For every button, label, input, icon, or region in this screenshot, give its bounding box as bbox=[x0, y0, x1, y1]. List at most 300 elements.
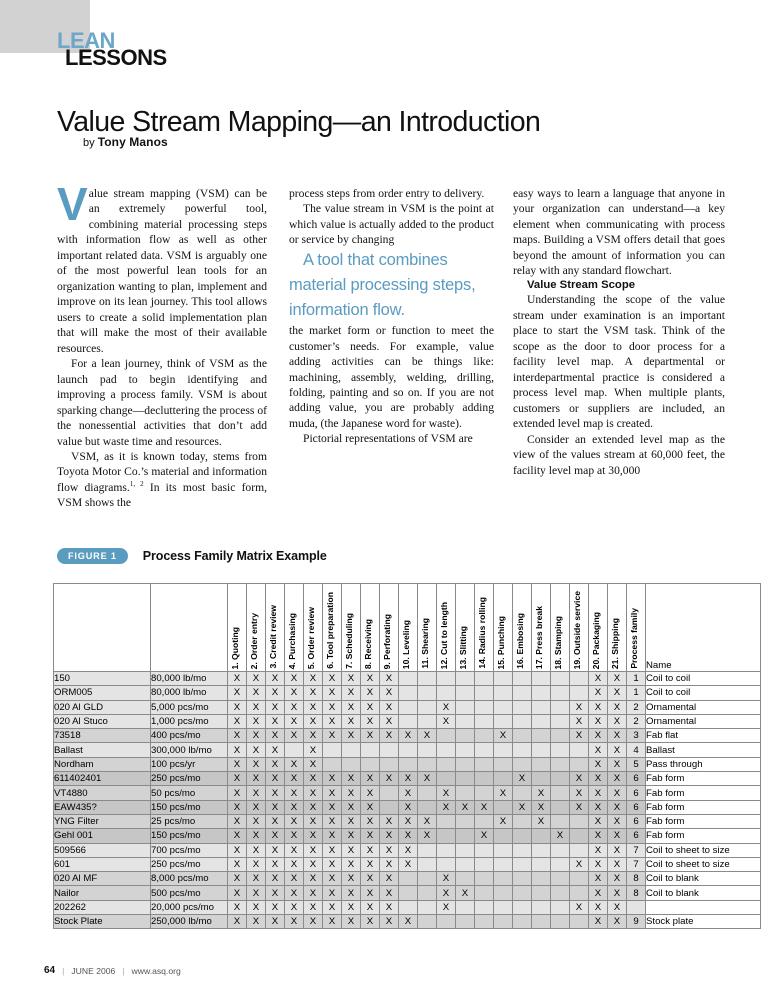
process-mark-cell: X bbox=[342, 686, 361, 700]
process-mark-cell: X bbox=[570, 900, 589, 914]
part-column-header bbox=[54, 584, 151, 672]
process-mark-cell: X bbox=[399, 829, 418, 843]
process-mark-cell: X bbox=[323, 786, 342, 800]
volume-cell: 250 pcs/mo bbox=[151, 857, 228, 871]
process-family-name-cell: Coil to coil bbox=[646, 672, 761, 686]
process-mark-cell bbox=[380, 800, 399, 814]
process-mark-cell: X bbox=[304, 757, 323, 771]
process-mark-cell bbox=[342, 743, 361, 757]
process-mark-cell bbox=[456, 714, 475, 728]
process-mark-cell bbox=[456, 915, 475, 929]
process-mark-cell bbox=[532, 900, 551, 914]
process-column-label: 7. Scheduling bbox=[344, 613, 355, 669]
process-mark-cell: X bbox=[247, 672, 266, 686]
process-mark-cell: X bbox=[304, 714, 323, 728]
process-column-label: 16. Embosing bbox=[515, 613, 526, 669]
process-column-label: 14. Radius rolling bbox=[477, 597, 488, 669]
process-mark-cell: X bbox=[285, 800, 304, 814]
process-mark-cell: X bbox=[285, 786, 304, 800]
process-mark-cell bbox=[551, 900, 570, 914]
byline-author: Tony Manos bbox=[97, 135, 168, 149]
process-mark-cell: X bbox=[285, 915, 304, 929]
paragraph: process steps from order entry to delivery. bbox=[289, 187, 485, 200]
process-mark-cell: X bbox=[570, 772, 589, 786]
process-family-name-cell: Ballast bbox=[646, 743, 761, 757]
process-mark-cell: X bbox=[228, 714, 247, 728]
process-mark-cell: X bbox=[266, 700, 285, 714]
process-mark-cell: X bbox=[380, 729, 399, 743]
process-mark-cell: X bbox=[399, 800, 418, 814]
process-mark-cell bbox=[551, 800, 570, 814]
process-mark-cell: X bbox=[247, 714, 266, 728]
process-mark-cell: X bbox=[589, 700, 608, 714]
process-family-name-cell: Coil to sheet to size bbox=[646, 857, 761, 871]
process-mark-cell bbox=[532, 743, 551, 757]
drop-cap: V bbox=[57, 178, 88, 230]
process-mark-cell: X bbox=[608, 900, 627, 914]
process-mark-cell: X bbox=[570, 800, 589, 814]
process-mark-cell bbox=[551, 686, 570, 700]
process-mark-cell bbox=[513, 814, 532, 828]
process-mark-cell: X bbox=[589, 672, 608, 686]
process-family-cell: 2 bbox=[627, 700, 646, 714]
process-mark-cell: X bbox=[570, 857, 589, 871]
process-mark-cell: X bbox=[323, 700, 342, 714]
process-mark-cell: X bbox=[608, 672, 627, 686]
process-mark-cell: X bbox=[247, 900, 266, 914]
process-column-label: 2. Order entry bbox=[249, 612, 260, 669]
process-mark-cell bbox=[551, 814, 570, 828]
process-mark-cell: X bbox=[304, 829, 323, 843]
process-column-label: 6. Tool preparation bbox=[325, 592, 336, 669]
process-mark-cell: X bbox=[380, 900, 399, 914]
process-mark-cell bbox=[418, 857, 437, 871]
process-mark-cell bbox=[494, 915, 513, 929]
process-mark-cell: X bbox=[285, 843, 304, 857]
process-mark-cell bbox=[532, 714, 551, 728]
process-mark-cell: X bbox=[494, 814, 513, 828]
table-row bbox=[54, 843, 761, 857]
process-mark-cell bbox=[494, 886, 513, 900]
process-mark-cell: X bbox=[589, 872, 608, 886]
process-mark-cell: X bbox=[304, 686, 323, 700]
process-mark-cell: X bbox=[323, 915, 342, 929]
process-mark-cell bbox=[399, 900, 418, 914]
process-mark-cell: X bbox=[532, 786, 551, 800]
process-mark-cell: X bbox=[570, 700, 589, 714]
process-mark-cell: X bbox=[589, 843, 608, 857]
process-mark-cell: X bbox=[247, 829, 266, 843]
process-mark-cell: X bbox=[551, 829, 570, 843]
process-mark-cell: X bbox=[608, 857, 627, 871]
process-mark-cell: X bbox=[266, 729, 285, 743]
process-family-cell: 1 bbox=[627, 672, 646, 686]
process-mark-cell bbox=[532, 915, 551, 929]
process-mark-cell: X bbox=[608, 814, 627, 828]
process-column-header bbox=[361, 584, 380, 672]
volume-cell: 150 pcs/mo bbox=[151, 829, 228, 843]
matrix-head bbox=[54, 584, 761, 672]
process-mark-cell: X bbox=[228, 743, 247, 757]
process-column-header bbox=[304, 584, 323, 672]
process-column-header bbox=[247, 584, 266, 672]
process-mark-cell bbox=[456, 786, 475, 800]
process-family-cell: 8 bbox=[627, 886, 646, 900]
process-mark-cell: X bbox=[247, 700, 266, 714]
process-family-name-cell: Fab form bbox=[646, 829, 761, 843]
process-mark-cell bbox=[494, 743, 513, 757]
process-mark-cell: X bbox=[380, 872, 399, 886]
process-mark-cell bbox=[570, 829, 589, 843]
process-mark-cell: X bbox=[323, 872, 342, 886]
volume-cell: 5,000 pcs/mo bbox=[151, 700, 228, 714]
table-row bbox=[54, 915, 761, 929]
process-mark-cell: X bbox=[247, 857, 266, 871]
process-mark-cell: X bbox=[437, 714, 456, 728]
process-mark-cell: X bbox=[228, 686, 247, 700]
process-mark-cell bbox=[513, 829, 532, 843]
process-mark-cell bbox=[475, 672, 494, 686]
process-mark-cell bbox=[532, 829, 551, 843]
name-column-header: Name bbox=[646, 584, 761, 672]
process-mark-cell bbox=[418, 872, 437, 886]
process-mark-cell bbox=[513, 786, 532, 800]
process-mark-cell: X bbox=[228, 814, 247, 828]
process-mark-cell bbox=[323, 743, 342, 757]
process-mark-cell bbox=[551, 714, 570, 728]
process-mark-cell: X bbox=[418, 814, 437, 828]
process-family-cell: 6 bbox=[627, 786, 646, 800]
process-mark-cell: X bbox=[323, 729, 342, 743]
process-mark-cell: X bbox=[608, 714, 627, 728]
process-mark-cell bbox=[456, 772, 475, 786]
process-mark-cell bbox=[494, 772, 513, 786]
process-mark-cell: X bbox=[285, 686, 304, 700]
process-mark-cell: X bbox=[247, 786, 266, 800]
process-mark-cell: X bbox=[456, 886, 475, 900]
process-column-header bbox=[608, 584, 627, 672]
process-mark-cell bbox=[570, 814, 589, 828]
process-mark-cell: X bbox=[589, 829, 608, 843]
volume-cell: 500 pcs/mo bbox=[151, 886, 228, 900]
process-mark-cell: X bbox=[380, 686, 399, 700]
process-mark-cell bbox=[513, 857, 532, 871]
pull-quote: A tool that combines material processing steps, information flow. bbox=[289, 250, 476, 320]
process-mark-cell: X bbox=[513, 800, 532, 814]
process-column-header bbox=[399, 584, 418, 672]
process-mark-cell bbox=[456, 729, 475, 743]
process-mark-cell bbox=[570, 843, 589, 857]
process-mark-cell bbox=[399, 743, 418, 757]
process-mark-cell: X bbox=[304, 786, 323, 800]
process-mark-cell: X bbox=[304, 700, 323, 714]
process-mark-cell bbox=[532, 757, 551, 771]
part-number-cell: Nailor bbox=[54, 886, 151, 900]
process-mark-cell: X bbox=[304, 800, 323, 814]
table-row bbox=[54, 857, 761, 871]
process-mark-cell: X bbox=[361, 686, 380, 700]
process-mark-cell: X bbox=[342, 800, 361, 814]
process-mark-cell: X bbox=[532, 814, 551, 828]
process-column-header bbox=[418, 584, 437, 672]
process-mark-cell: X bbox=[380, 700, 399, 714]
process-mark-cell bbox=[513, 700, 532, 714]
process-mark-cell bbox=[399, 886, 418, 900]
process-mark-cell bbox=[361, 757, 380, 771]
process-column-label: 3. Credit review bbox=[268, 605, 279, 669]
process-mark-cell bbox=[456, 872, 475, 886]
masthead bbox=[57, 30, 167, 69]
process-mark-cell bbox=[513, 686, 532, 700]
process-mark-cell: X bbox=[266, 714, 285, 728]
process-column-header bbox=[456, 584, 475, 672]
process-family-name-cell: Coil to blank bbox=[646, 886, 761, 900]
process-mark-cell: X bbox=[285, 900, 304, 914]
footer-divider: | bbox=[62, 965, 65, 976]
process-family-name-cell: Coil to sheet to size bbox=[646, 843, 761, 857]
process-mark-cell: X bbox=[247, 814, 266, 828]
part-number-cell: Nordham bbox=[54, 757, 151, 771]
process-mark-cell bbox=[551, 843, 570, 857]
process-mark-cell: X bbox=[361, 714, 380, 728]
process-family-name-cell: Fab form bbox=[646, 786, 761, 800]
process-mark-cell bbox=[456, 900, 475, 914]
process-mark-cell: X bbox=[323, 843, 342, 857]
process-mark-cell: X bbox=[342, 700, 361, 714]
process-column-header bbox=[228, 584, 247, 672]
process-mark-cell bbox=[513, 714, 532, 728]
process-mark-cell: X bbox=[266, 843, 285, 857]
process-mark-cell: X bbox=[285, 829, 304, 843]
process-mark-cell: X bbox=[323, 900, 342, 914]
process-mark-cell bbox=[399, 700, 418, 714]
page-title: Value Stream Mapping—an Introduction bbox=[57, 106, 541, 139]
process-mark-cell: X bbox=[342, 772, 361, 786]
masthead-lean: LEAN bbox=[57, 28, 115, 53]
process-mark-cell: X bbox=[342, 886, 361, 900]
process-mark-cell bbox=[475, 743, 494, 757]
process-mark-cell: X bbox=[437, 700, 456, 714]
article-column-3 bbox=[513, 186, 725, 478]
process-mark-cell bbox=[285, 743, 304, 757]
process-mark-cell bbox=[342, 757, 361, 771]
process-mark-cell: X bbox=[589, 729, 608, 743]
process-mark-cell: X bbox=[342, 857, 361, 871]
process-column-header bbox=[285, 584, 304, 672]
byline-prefix: by bbox=[83, 137, 98, 149]
part-number-cell: Ballast bbox=[54, 743, 151, 757]
process-mark-cell bbox=[494, 714, 513, 728]
process-mark-cell: X bbox=[342, 814, 361, 828]
process-mark-cell bbox=[532, 686, 551, 700]
process-column-header bbox=[532, 584, 551, 672]
process-column-header bbox=[570, 584, 589, 672]
process-mark-cell: X bbox=[570, 729, 589, 743]
process-mark-cell: X bbox=[342, 729, 361, 743]
process-mark-cell bbox=[399, 672, 418, 686]
process-mark-cell: X bbox=[304, 729, 323, 743]
process-mark-cell bbox=[475, 843, 494, 857]
process-mark-cell: X bbox=[532, 800, 551, 814]
masthead-lessons: LESSONS bbox=[65, 45, 167, 70]
process-mark-cell bbox=[532, 729, 551, 743]
process-mark-cell bbox=[437, 757, 456, 771]
process-family-name-cell: Fab form bbox=[646, 800, 761, 814]
process-mark-cell: X bbox=[228, 915, 247, 929]
process-mark-cell: X bbox=[361, 915, 380, 929]
paragraph: For a lean journey, think of VSM as the launch pad to begin identifying and improving a process family. VSM is about sparking change—decluttering the process of the nonessential activities that don’t add value but waste time and resources. bbox=[57, 357, 267, 448]
paragraph: Consider an extended level map as the view of the values stream at 60,000 feet, the facility level map at 30,000 bbox=[513, 432, 725, 477]
process-mark-cell bbox=[551, 772, 570, 786]
process-family-cell: 7 bbox=[627, 857, 646, 871]
process-mark-cell: X bbox=[608, 872, 627, 886]
paragraph: easy ways to learn a language that anyone in your organization can understand—a key element when communicating with process maps. Building a VSM offers detail that goes beyond the amount of information you can relay with any standard flowchart. bbox=[513, 187, 725, 278]
process-mark-cell: X bbox=[608, 743, 627, 757]
process-mark-cell bbox=[494, 672, 513, 686]
process-mark-cell bbox=[475, 700, 494, 714]
process-family-cell: 6 bbox=[627, 800, 646, 814]
volume-cell: 1,000 pcs/mo bbox=[151, 714, 228, 728]
process-mark-cell bbox=[456, 829, 475, 843]
matrix-header-row bbox=[54, 584, 761, 672]
process-mark-cell bbox=[513, 886, 532, 900]
process-mark-cell: X bbox=[361, 857, 380, 871]
process-mark-cell bbox=[551, 886, 570, 900]
process-mark-cell bbox=[437, 672, 456, 686]
process-mark-cell: X bbox=[304, 857, 323, 871]
process-mark-cell bbox=[532, 700, 551, 714]
process-family-name-cell: Coil to coil bbox=[646, 686, 761, 700]
process-column-label: 1. Quoting bbox=[230, 626, 241, 669]
process-family-cell: 3 bbox=[627, 729, 646, 743]
process-mark-cell: X bbox=[589, 857, 608, 871]
process-mark-cell: X bbox=[228, 772, 247, 786]
paragraph: Understanding the scope of the value stream under examination is an important place to start the VSM task. Think of the scope as the door to door process for a facility level map. A departmental or interdepartmental practice is considered a process level map. When multiple plants, customers or suppliers are included, an extended level map is created. bbox=[513, 293, 725, 431]
process-mark-cell bbox=[551, 672, 570, 686]
process-mark-cell: X bbox=[361, 814, 380, 828]
table-row bbox=[54, 786, 761, 800]
process-mark-cell: X bbox=[304, 886, 323, 900]
process-mark-cell bbox=[532, 672, 551, 686]
process-mark-cell: X bbox=[456, 800, 475, 814]
process-mark-cell: X bbox=[304, 915, 323, 929]
process-family-cell: 1 bbox=[627, 686, 646, 700]
process-mark-cell: X bbox=[247, 886, 266, 900]
part-number-cell: Stock Plate bbox=[54, 915, 151, 929]
process-mark-cell bbox=[475, 686, 494, 700]
process-mark-cell: X bbox=[361, 800, 380, 814]
table-row bbox=[54, 872, 761, 886]
process-mark-cell: X bbox=[342, 829, 361, 843]
table-row bbox=[54, 672, 761, 686]
process-mark-cell: X bbox=[608, 729, 627, 743]
process-mark-cell: X bbox=[285, 814, 304, 828]
process-mark-cell: X bbox=[342, 786, 361, 800]
part-number-cell: 020 Al Stuco bbox=[54, 714, 151, 728]
process-mark-cell: X bbox=[304, 814, 323, 828]
process-mark-cell: X bbox=[228, 700, 247, 714]
matrix-body bbox=[54, 672, 761, 929]
process-mark-cell bbox=[513, 729, 532, 743]
process-column-header bbox=[589, 584, 608, 672]
figure-caption bbox=[57, 548, 327, 564]
part-number-cell: 202262 bbox=[54, 900, 151, 914]
process-mark-cell bbox=[513, 843, 532, 857]
process-column-label: 17. Press break bbox=[534, 605, 545, 669]
process-mark-cell: X bbox=[361, 900, 380, 914]
process-mark-cell: X bbox=[589, 686, 608, 700]
process-mark-cell: X bbox=[323, 772, 342, 786]
process-mark-cell: X bbox=[266, 743, 285, 757]
process-family-cell: 9 bbox=[627, 915, 646, 929]
process-mark-cell: X bbox=[380, 886, 399, 900]
process-mark-cell bbox=[456, 857, 475, 871]
figure-badge: FIGURE 1 bbox=[57, 548, 128, 564]
volume-cell: 25 pcs/mo bbox=[151, 814, 228, 828]
process-family-name-cell bbox=[646, 900, 761, 914]
process-mark-cell: X bbox=[589, 772, 608, 786]
process-mark-cell bbox=[456, 814, 475, 828]
process-mark-cell: X bbox=[342, 900, 361, 914]
process-column-label: 5. Order review bbox=[306, 606, 317, 669]
process-mark-cell: X bbox=[380, 814, 399, 828]
part-number-cell: 509566 bbox=[54, 843, 151, 857]
process-column-header bbox=[342, 584, 361, 672]
process-mark-cell bbox=[437, 829, 456, 843]
process-column-label: 10. Leveling bbox=[401, 619, 412, 669]
process-mark-cell bbox=[361, 743, 380, 757]
table-row bbox=[54, 714, 761, 728]
process-mark-cell: X bbox=[228, 672, 247, 686]
process-mark-cell: X bbox=[380, 843, 399, 857]
process-mark-cell: X bbox=[228, 872, 247, 886]
article-column-1 bbox=[57, 178, 267, 511]
process-mark-cell bbox=[418, 800, 437, 814]
figure-title: Process Family Matrix Example bbox=[142, 549, 327, 563]
process-mark-cell: X bbox=[437, 872, 456, 886]
part-number-cell: 611402401 bbox=[54, 772, 151, 786]
process-mark-cell: X bbox=[247, 872, 266, 886]
process-mark-cell: X bbox=[570, 786, 589, 800]
process-mark-cell: X bbox=[608, 800, 627, 814]
volume-cell: 80,000 lb/mo bbox=[151, 672, 228, 686]
process-mark-cell: X bbox=[589, 800, 608, 814]
process-family-cell: 7 bbox=[627, 843, 646, 857]
process-mark-cell: X bbox=[589, 886, 608, 900]
process-mark-cell: X bbox=[399, 772, 418, 786]
process-mark-cell: X bbox=[323, 829, 342, 843]
process-mark-cell bbox=[418, 900, 437, 914]
process-column-label: 13. Slitting bbox=[458, 625, 469, 669]
process-mark-cell: X bbox=[323, 714, 342, 728]
process-mark-cell: X bbox=[247, 915, 266, 929]
process-mark-cell: X bbox=[380, 672, 399, 686]
process-mark-cell: X bbox=[361, 772, 380, 786]
process-mark-cell: X bbox=[342, 714, 361, 728]
process-mark-cell: X bbox=[361, 786, 380, 800]
process-mark-cell bbox=[513, 743, 532, 757]
process-column-label: 9. Perforating bbox=[382, 613, 393, 669]
process-mark-cell: X bbox=[494, 786, 513, 800]
process-mark-cell: X bbox=[380, 857, 399, 871]
process-mark-cell: X bbox=[608, 886, 627, 900]
process-mark-cell bbox=[437, 857, 456, 871]
process-mark-cell: X bbox=[361, 672, 380, 686]
part-number-cell: Gehl 001 bbox=[54, 829, 151, 843]
process-family-name-cell: Ornamental bbox=[646, 714, 761, 728]
process-mark-cell: X bbox=[323, 672, 342, 686]
process-mark-cell: X bbox=[361, 886, 380, 900]
